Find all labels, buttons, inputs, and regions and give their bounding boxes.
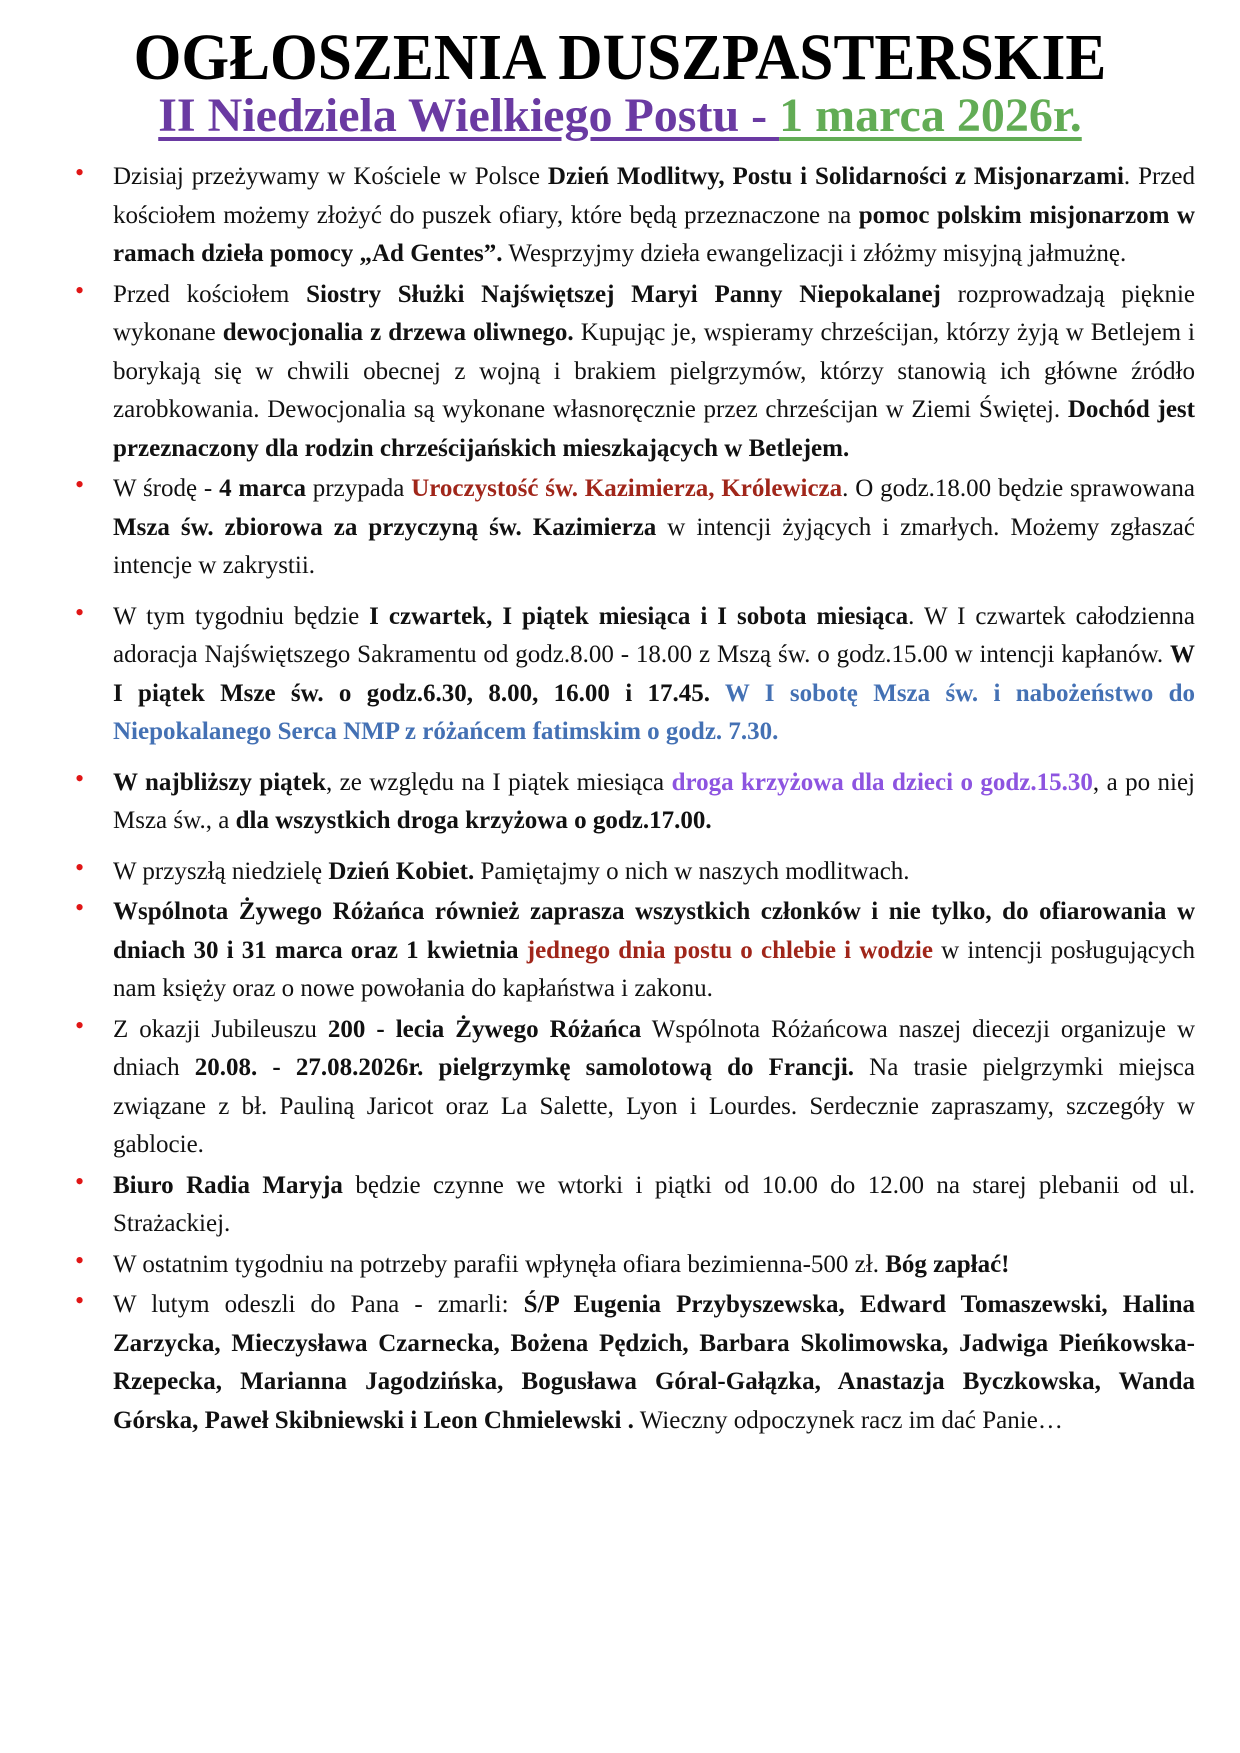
emphasized-text: W I sobotę Msza św. i nabożeństwo do Niepokalanego Serca NMP z różańcem fatimskim o godz. 7.30. <box>113 679 1195 745</box>
emphasized-text: Biuro Radia Maryja <box>113 1171 343 1199</box>
body-text: , a po niej Msza św., a <box>113 768 1196 834</box>
bullet-icon: • <box>75 893 85 922</box>
emphasized-text: Uroczystość św. Kazimierza, Królewicza <box>411 475 843 502</box>
emphasized-text: dewocjonalia z drzewa oliwnego. <box>222 319 574 346</box>
body-text: w intencji żyjących i zmarłych. Możemy zgłaszać intencje w zakrystii. <box>113 513 1195 579</box>
page-title: OGŁOSZENIA DUSZPASTERSKIE <box>133 21 1107 94</box>
body-text: Kupując je, wspieramy chrześcijan, którzy żyją w Betlejem i borykają się w chwili obecnej z wojną i brakiem pielgrzymów, którzy stanowią ich główne źródło zarobkowania. Dewocjonalia są wykonane własnoręcznie przez chrześcijan w Ziemi Świętej. <box>113 319 1196 423</box>
subtitle-date: 1 marca 2026r. <box>779 89 1082 142</box>
emphasized-text: Dzień Kobiet. <box>328 857 475 885</box>
emphasized-text: pomoc polskim misjonarzom w ramach dzieła pomocy „Ad Gentes”. <box>113 201 1195 267</box>
announcement-item <box>0 1286 1240 1440</box>
announcement-item <box>0 1167 1240 1244</box>
announcement-item <box>0 276 1240 469</box>
announcement-item <box>0 1011 1240 1165</box>
body-text: Dzisiaj przeżywamy w Kościele w Polsce <box>113 163 548 190</box>
emphasized-text: droga krzyżowa dla dzieci o godz.15.30 <box>671 768 1093 796</box>
emphasized-text: Ś/P Eugenia Przybyszewska, Edward Tomaszewski, Halina Zarzycka, Mieczysława Czarnecka, Bożena Pędzich, Barbara Skolimowska, Jadwiga Pieńkowska-Rzepecka, Marianna Jagodzińska, Bogusława Góral-Gałązka, Anastazja Byczkowska, Wanda Górska, Paweł Skibniewski i Leon Chmielewski . <box>113 1291 1195 1434</box>
emphasized-text: Msza św. zbiorowa za przyczyną św. Kazimierza <box>113 513 657 541</box>
announcement-list <box>0 158 1240 1442</box>
emphasized-text: Siostry Służki Najświętszej Maryi Panny Niepokalanej <box>306 280 941 308</box>
emphasized-text: 4 marca <box>219 475 306 502</box>
emphasized-text: Dzień Modlitwy, Postu i Solidarności z Misjonarzami <box>547 163 1124 190</box>
bullet-icon: • <box>75 470 85 499</box>
emphasized-text: Wspólnota Żywego Różańca również zaprasza wszystkich członków i nie tylko, do ofiarowania w dniach 30 i 31 marca oraz 1 kwietnia <box>113 898 1195 964</box>
announcement-item <box>0 893 1240 1009</box>
emphasized-text: W I piątek Msze św. o godz.6.30, 8.00, 16.00 i 17.45. <box>113 641 1195 707</box>
body-text: W ostatnim tygodniu na potrzeby parafii wpłynęła ofiara bezimienna-500 zł. <box>113 1250 886 1278</box>
body-text: W lutym odeszli do Pana - zmarli: <box>113 1291 524 1318</box>
emphasized-text: Dochód jest przeznaczony dla rodzin chrześcijańskich mieszkających w Betlejem. <box>113 396 1195 462</box>
body-text: . O godz.18.00 będzie sprawowana <box>842 475 1195 502</box>
body-text: W przyszłą niedzielę <box>113 857 329 885</box>
emphasized-text: dla wszystkich droga krzyżowa o godz.17.00. <box>235 807 712 834</box>
bullet-icon: • <box>75 158 85 187</box>
emphasized-text: W najbliższy piątek <box>113 768 327 796</box>
announcement-item <box>0 158 1240 274</box>
bullet-icon: • <box>75 852 85 882</box>
body-text: W środę - <box>113 475 220 502</box>
body-text: Przed kościołem <box>113 280 307 308</box>
emphasized-text: Bóg zapłać! <box>885 1250 1010 1278</box>
body-text: Pamiętajmy o nich w naszych modlitwach. <box>474 857 910 885</box>
bullet-icon: • <box>75 1010 85 1040</box>
body-text: Wesprzyjmy dzieła ewangelizacji i złóżmy misyjną jałmużnę. <box>502 240 1127 267</box>
body-text: będzie czynne we wtorki i piątki od 10.00 do 12.00 na starej plebanii od ul. Strażackiej. <box>113 1171 1195 1237</box>
bullet-icon: • <box>75 1286 85 1315</box>
emphasized-text: 200 - lecia Żywego Różańca <box>327 1015 642 1043</box>
announcement-item <box>0 1246 1240 1285</box>
emphasized-text: 20.08. - 27.08.2026r. pielgrzymkę samolotową do Francji. <box>194 1054 855 1081</box>
body-text: rozprowadzają pięknie wykonane <box>113 280 1195 346</box>
announcement-item <box>0 764 1240 841</box>
body-text: . Przed kościołem możemy złożyć do puszek ofiary, które będą przeznaczone na <box>113 163 1195 229</box>
bullet-icon: • <box>75 275 85 305</box>
body-text: . W I czwartek całodzienna adoracja Najświętszego Sakramentu od godz.8.00 - 18.00 z Mszą św. o godz.15.00 w intencji kapłanów. <box>113 602 1195 668</box>
body-text: W tym tygodniu będzie <box>113 602 370 630</box>
bullet-icon: • <box>75 597 85 627</box>
emphasized-text: jednego dnia postu o chlebie i wodzie <box>526 936 933 964</box>
bullet-icon: • <box>75 1245 85 1275</box>
announcement-item <box>0 853 1240 892</box>
body-text: Wieczny odpoczynek racz im dać Panie… <box>633 1406 1063 1434</box>
bullet-icon: • <box>75 763 85 793</box>
subtitle-sunday-name: II Niedziela Wielkiego Postu - <box>158 89 780 142</box>
announcement-item <box>0 598 1240 752</box>
body-text: przypada <box>305 475 412 502</box>
body-text: Z okazji Jubileuszu <box>113 1015 328 1043</box>
emphasized-text: I czwartek, I piątek miesiąca i I sobota miesiąca <box>369 602 909 630</box>
body-text: Na trasie pielgrzymki miejsca związane z bł. Pauliną Jaricot oraz La Salette, Lyon i Lourdes. Serdecznie zapraszamy, szczegóły w gablocie. <box>113 1054 1195 1158</box>
body-text: Wspólnota Różańcowa naszej diecezji organizuje w dniach <box>113 1015 1195 1081</box>
page-subtitle <box>0 88 1240 144</box>
body-text: w intencji posługujących nam księży oraz o nowe powołania do kapłaństwa i zakonu. <box>113 936 1195 1002</box>
body-text: , ze względu na I piątek miesiąca <box>326 768 672 796</box>
announcement-item <box>0 470 1240 586</box>
bullet-icon: • <box>75 1166 85 1196</box>
